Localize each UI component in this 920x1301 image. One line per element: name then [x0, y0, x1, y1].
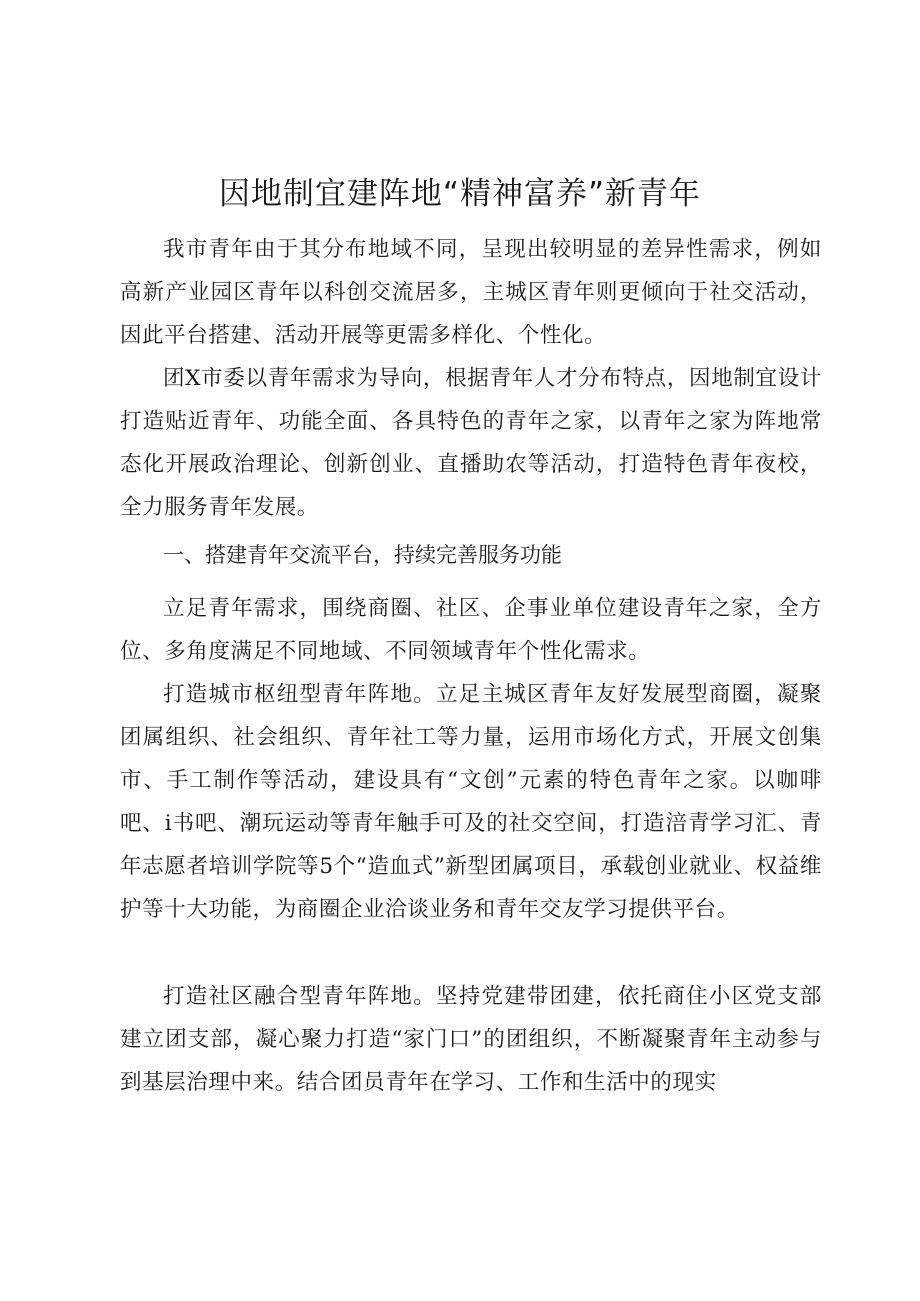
paragraph-intro: 我市青年由于其分布地域不同，呈现出较明显的差异性需求，例如高新产业园区青年以科创交流居多，主城区青年则更倾向于社交活动，因此平台搭建、活动开展等更需多样化、个性化。 — [120, 237, 822, 348]
paragraph-overview: 团X市委以青年需求为导向，根据青年人才分布特点，因地制宜设计打造贴近青年、功能全面、各具特色的青年之家，以青年之家为阵地常态化开展政治理论、创新创业、直播助农等活动，打造特色青年夜校，全力服务青年发展。 — [120, 366, 822, 520]
paragraph-section1-intro: 立足青年需求，围绕商圈、社区、企事业单位建设青年之家，全方位、多角度满足不同地域、不同领域青年个性化需求。 — [120, 596, 822, 664]
section-heading-1: 一、搭建青年交流平台，持续完善服务功能 — [163, 543, 562, 567]
paragraph-community: 打造社区融合型青年阵地。坚持党建带团建，依托商住小区党支部建立团支部，凝心聚力打造“家门口”的团组织，不断凝聚青年主动参与到基层治理中来。结合团员青年在学习、工作和生活中的现实 — [120, 984, 822, 1095]
paragraph-city-hub: 打造城市枢纽型青年阵地。立足主城区青年友好发展型商圈，凝聚团属组织、社会组织、青年社工等力量，运用市场化方式，开展文创集市、手工制作等活动，建设具有“文创”元素的特色青年之家。以咖啡吧、i书吧、潮玩运动等青年触手可及的社交空间，打造涪青学习汇、青年志愿者培训学院等5个“造血式”新型团属项目，承载创业就业、权益维护等十大功能，为商圈企业洽谈业务和青年交友学习提供平台。 — [120, 682, 822, 922]
document-title: 因地制宜建阵地“精神富养”新青年 — [218, 176, 702, 212]
